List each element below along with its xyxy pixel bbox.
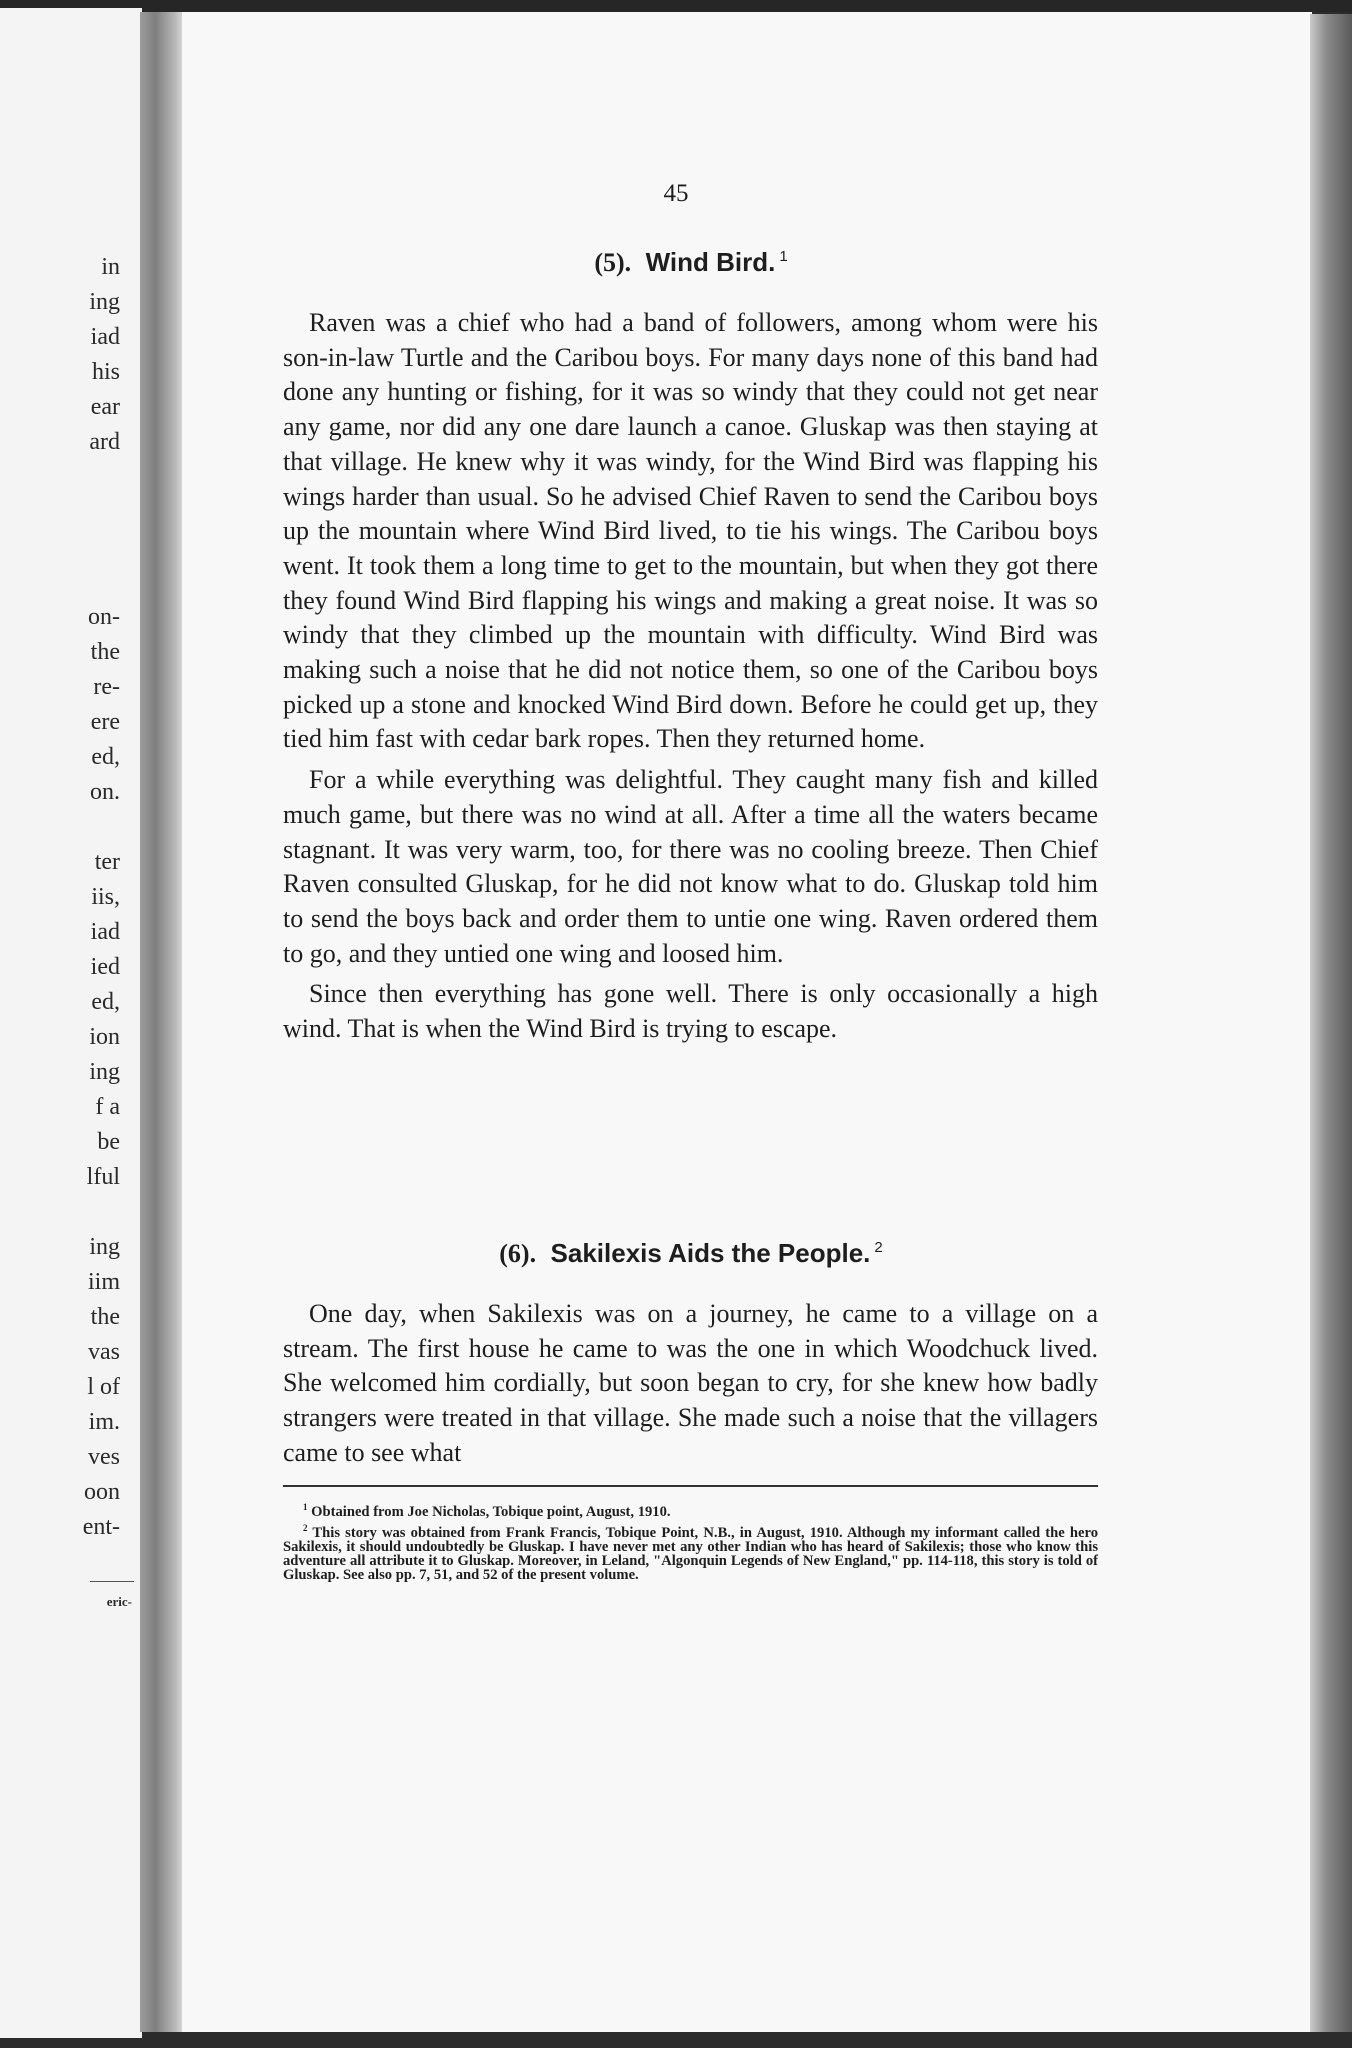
paragraph: One day, when Sakilexis was on a journey, he came to a village on a stream. The first house he came to was the one in which Woodchuck lived. She welcomed him cordially, but soon began to cry, for she knew how badly strangers were treated in that village. She made such a noise that the villagers came to see what bbox=[283, 1299, 1098, 1467]
left-page-fragment: im. bbox=[88, 1409, 120, 1435]
left-page-fragment: ied bbox=[90, 954, 120, 980]
scan-background bbox=[0, 0, 1352, 12]
left-page bbox=[0, 8, 142, 2038]
section-title: Wind Bird. bbox=[645, 247, 776, 277]
footnotes bbox=[283, 1500, 1098, 1584]
footnote bbox=[283, 1500, 1098, 1519]
left-page-fragment: ing bbox=[89, 1059, 120, 1085]
footnote-ref: 1 bbox=[779, 248, 788, 265]
left-page-fragment: in bbox=[101, 254, 120, 280]
left-page-fragment: ter bbox=[94, 849, 120, 875]
left-page-fragment: ent- bbox=[82, 1514, 120, 1540]
left-page-fragment: lful bbox=[86, 1164, 120, 1190]
footnote-ref: 2 bbox=[874, 1239, 883, 1256]
left-page-fragment: ed, bbox=[91, 989, 120, 1015]
section-body bbox=[283, 306, 1098, 1047]
section-number: (5). bbox=[594, 248, 632, 277]
left-page-fragment: ard bbox=[89, 429, 120, 455]
left-page-fragment: oon bbox=[84, 1479, 120, 1505]
left-page-fragment: vas bbox=[88, 1339, 120, 1365]
left-page-fragment: ed, bbox=[91, 744, 120, 770]
left-page-fragment: ear bbox=[90, 394, 120, 420]
section-heading bbox=[0, 1238, 1352, 1269]
left-page-fragment: ing bbox=[89, 289, 120, 315]
left-page-fragment: on. bbox=[90, 779, 120, 805]
paragraph: Since then everything has gone well. There is only occasionally a high wind. That is when the Wind Bird is trying to escape. bbox=[283, 979, 1098, 1044]
left-page-fragment: the bbox=[90, 1304, 120, 1330]
paragraph: For a while everything was delightful. They caught many fish and killed much game, but there was no wind at all. After a time all the waters became stagnant. It was very warm, too, for there was no cooling breeze. Then Chief Raven consulted Gluskap, for he did not know what to do. Gluskap told him to send the boys back and order them to untie one wing. Raven ordered them to go, and they untied one wing and loosed him. bbox=[283, 765, 1098, 968]
left-page-fragment: ves bbox=[88, 1444, 120, 1470]
left-page-fragment: re- bbox=[93, 674, 120, 700]
left-page-fragment: iim bbox=[87, 1269, 120, 1295]
footnote-marker: 1 bbox=[303, 1502, 308, 1512]
section-number: (6). bbox=[499, 1239, 537, 1268]
left-page-fragment: l of bbox=[87, 1374, 120, 1400]
left-page-fragment: f a bbox=[95, 1094, 120, 1120]
left-page-fragment: ion bbox=[89, 1024, 120, 1050]
book-gutter bbox=[140, 12, 184, 2032]
section-title: Sakilexis Aids the People. bbox=[550, 1238, 871, 1268]
footnote bbox=[283, 1521, 1098, 1582]
footnote-text: Obtained from Joe Nicholas, Tobique point, August, 1910. bbox=[311, 1503, 671, 1520]
left-page-fragment: iad bbox=[90, 919, 120, 945]
footnote-marker: 2 bbox=[303, 1522, 308, 1533]
page-number: 45 bbox=[663, 180, 689, 207]
left-page-fragment: the bbox=[90, 639, 120, 665]
page-edge bbox=[1310, 14, 1352, 2032]
paragraph: Raven was a chief who had a band of followers, among whom were his son-in-law Turtle and the Caribou boys. For many days none of this band had done any hunting or fishing, for it was so windy that they could not get near any game, nor did any one dare launch a canoe. Gluskap was then staying at that village. He knew why it was windy, for the Wind Bird was flapping his wings harder than usual. So he advised Chief Raven to send the Caribou boys up the mountain where Wind Bird lived, to tie his wings. The Caribou boys went. It took them a long time to get to the mountain, but when they got there they found Wind Bird flapping his wings and making a great noise. It was so windy that they climbed up the mountain with difficulty. Wind Bird was making such a noise that he did not notice them, so one of the Caribou boys picked up a stone and knocked Wind Bird down. Before he could get up, they tied him fast with cedar bark ropes. Then they returned home. bbox=[283, 308, 1098, 754]
left-page-fragment: ere bbox=[90, 709, 120, 735]
section-heading bbox=[0, 247, 1352, 278]
footnote-rule bbox=[283, 1485, 1098, 1487]
footnote-text: This story was obtained from Frank Francis, Tobique Point, N.B., in August, 1910. Although my informant called the hero Sakilexis, it should undoubtedly be Gluskap. I have never met any other Indian who has heard of Sakilexis; those who know this adventure all attribute it to Gluskap. Moreover, in Leland, "Algonquin Legends of New England," pp. 114-118, this story is told of Gluskap. See also pp. 7, 51, and 52 of the present volume. bbox=[283, 1524, 1098, 1583]
left-page-fragment: his bbox=[91, 359, 120, 385]
left-page-fragment: be bbox=[97, 1129, 120, 1155]
left-page-fragment: iad bbox=[90, 324, 120, 350]
left-page-fragment: ing bbox=[89, 1234, 120, 1260]
left-page-fragment: iis, bbox=[91, 884, 120, 910]
left-page-fragment: on- bbox=[88, 604, 120, 630]
left-footnote-rule bbox=[90, 1581, 134, 1582]
section-body bbox=[283, 1297, 1098, 1471]
left-footnote-fragment: eric- bbox=[106, 1594, 132, 1609]
